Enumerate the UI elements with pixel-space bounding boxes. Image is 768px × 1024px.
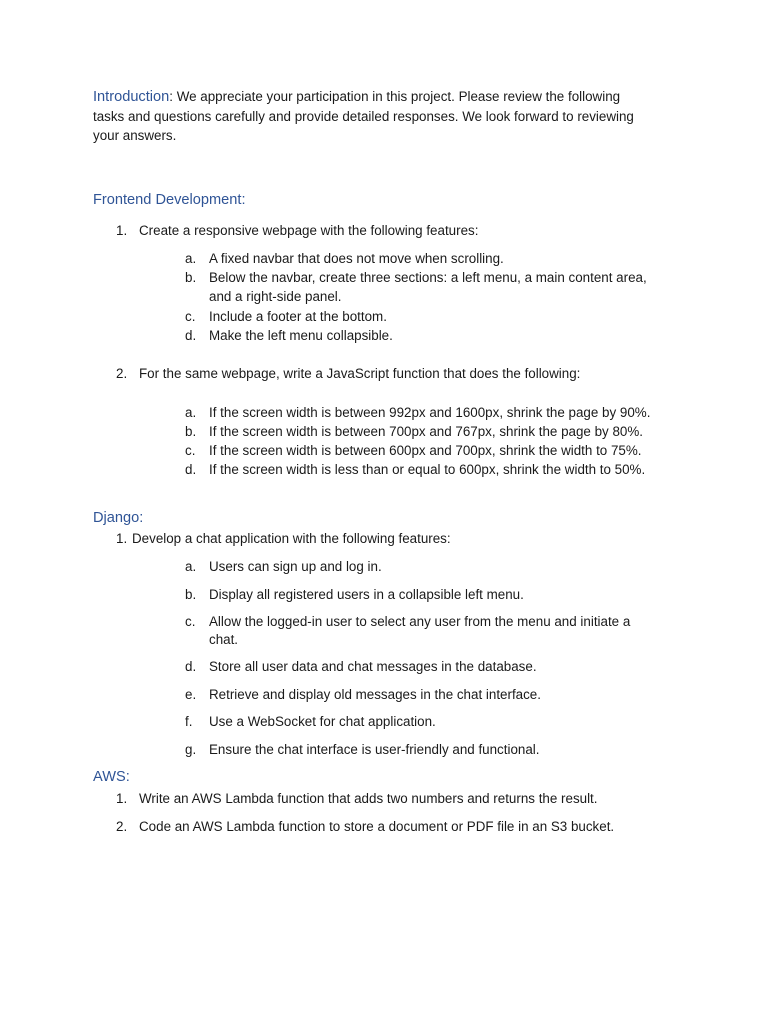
frontend-q1-item-c-letter: c. — [185, 309, 196, 324]
frontend-q1-item-d-letter: d. — [185, 328, 197, 343]
django-heading: Django: — [93, 510, 144, 526]
django-q1-number: 1. — [116, 531, 128, 546]
frontend-q1-item-d-text: Make the left menu collapsible. — [209, 328, 393, 343]
frontend-q2-item-b-text: If the screen width is between 700px and 767px, shrink the page by 80%. — [209, 424, 643, 439]
intro-text-3: your answers. — [93, 128, 177, 143]
intro-heading: Introduction — [93, 89, 170, 105]
intro-text-1: We appreciate your participation in this project. Please review the following — [173, 89, 621, 104]
frontend-q1-item-b-text-2: and a right-side panel. — [209, 289, 342, 304]
frontend-q2-item-d-text: If the screen width is less than or equal to 600px, shrink the width to 50%. — [209, 462, 646, 477]
frontend-q1-item-a-letter: a. — [185, 251, 197, 266]
django-item-e-text: Retrieve and display old messages in the chat interface. — [209, 687, 541, 702]
django-item-d-letter: d. — [185, 659, 197, 674]
django-item-g-text: Ensure the chat interface is user-friendly and functional. — [209, 742, 540, 757]
intro-paragraph-line-1 — [93, 89, 620, 105]
django-item-c-text-2: chat. — [209, 632, 239, 647]
frontend-heading: Frontend Development: — [93, 192, 246, 208]
aws-heading: AWS: — [93, 769, 130, 785]
django-item-g-letter: g. — [185, 742, 197, 757]
frontend-q2-item-d-letter: d. — [185, 462, 197, 477]
aws-item-1-text: Write an AWS Lambda function that adds two numbers and returns the result. — [139, 791, 598, 806]
frontend-q1-text: Create a responsive webpage with the following features: — [139, 223, 479, 238]
frontend-q1-item-c-text: Include a footer at the bottom. — [209, 309, 387, 324]
frontend-q2-text: For the same webpage, write a JavaScript function that does the following: — [139, 366, 581, 381]
django-item-e-letter: e. — [185, 687, 197, 702]
intro-colon: : — [169, 89, 173, 104]
frontend-q2-number: 2. — [116, 366, 128, 381]
frontend-q2-item-a-text: If the screen width is between 992px and 1600px, shrink the page by 90%. — [209, 405, 651, 420]
frontend-q1-item-b-letter: b. — [185, 270, 197, 285]
django-q1-text: Develop a chat application with the following features: — [132, 531, 451, 546]
frontend-q2-item-b-letter: b. — [185, 424, 197, 439]
frontend-q2-item-c-text: If the screen width is between 600px and 700px, shrink the width to 75%. — [209, 443, 642, 458]
django-item-a-text: Users can sign up and log in. — [209, 559, 382, 574]
django-item-c-letter: c. — [185, 614, 196, 629]
frontend-q1-item-b-text: Below the navbar, create three sections: a left menu, a main content area, — [209, 270, 647, 285]
frontend-q1-item-a-text: A fixed navbar that does not move when scrolling. — [209, 251, 504, 266]
frontend-q2-item-a-letter: a. — [185, 405, 197, 420]
frontend-q1-number: 1. — [116, 223, 128, 238]
django-item-c-text: Allow the logged-in user to select any user from the menu and initiate a — [209, 614, 631, 629]
django-item-f-text: Use a WebSocket for chat application. — [209, 714, 436, 729]
intro-text-2: tasks and questions carefully and provide detailed responses. We look forward to reviewing — [93, 109, 634, 124]
django-item-a-letter: a. — [185, 559, 197, 574]
aws-item-2-number: 2. — [116, 819, 128, 834]
django-item-f-letter: f. — [185, 714, 193, 729]
aws-item-2-text: Code an AWS Lambda function to store a document or PDF file in an S3 bucket. — [139, 819, 615, 834]
aws-item-1-number: 1. — [116, 791, 128, 806]
django-item-b-text: Display all registered users in a collapsible left menu. — [209, 587, 524, 602]
frontend-q2-item-c-letter: c. — [185, 443, 196, 458]
django-item-d-text: Store all user data and chat messages in the database. — [209, 659, 537, 674]
django-item-b-letter: b. — [185, 587, 197, 602]
